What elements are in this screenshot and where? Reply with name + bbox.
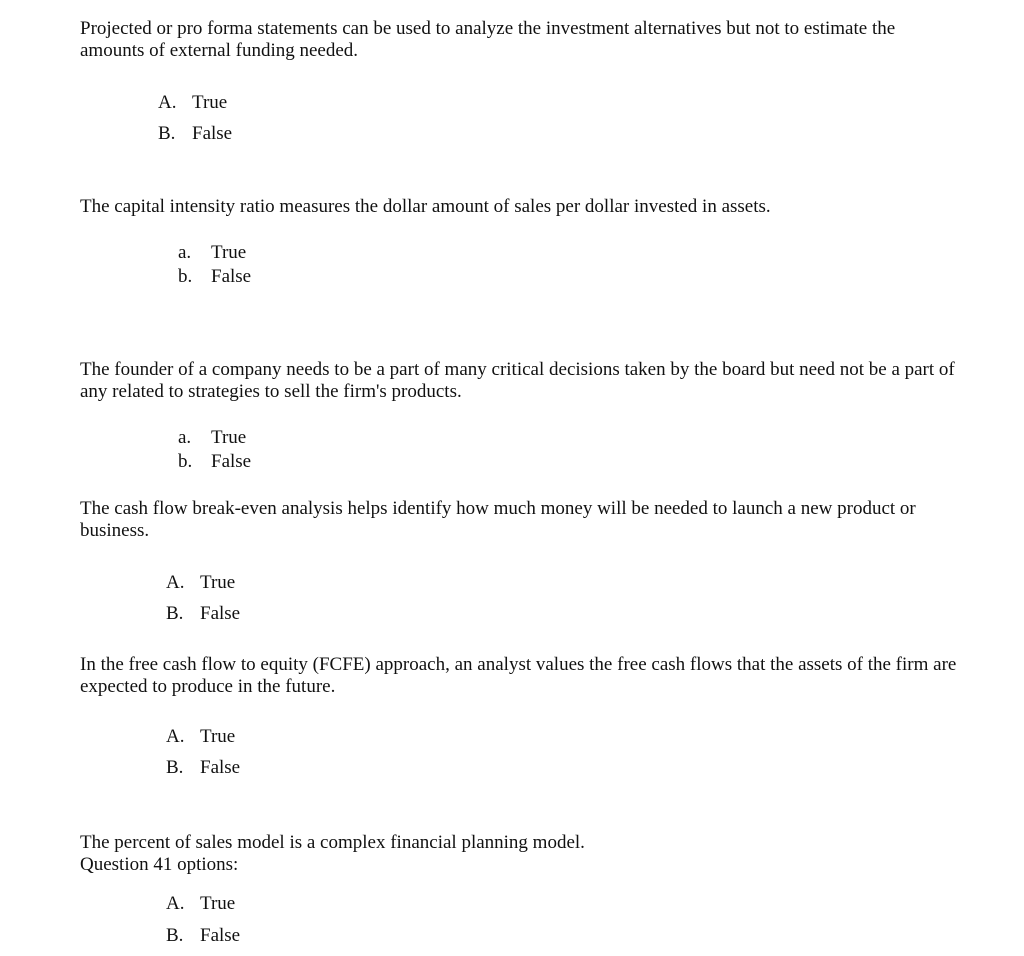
option-label: B. xyxy=(158,123,176,144)
question-5 xyxy=(80,654,960,698)
question-2 xyxy=(80,196,960,218)
option-text: True xyxy=(200,726,236,747)
option-text: False xyxy=(211,266,252,287)
question-text: The capital intensity ratio measures the dollar amount of sales per dollar invested in assets. xyxy=(80,196,771,217)
option-b[interactable] xyxy=(166,757,240,779)
option-label: A. xyxy=(166,893,185,914)
question-text: Projected or pro forma statements can be used to analyze the investment alternatives but not to estimate the amounts of external funding needed. xyxy=(80,18,896,61)
option-a[interactable] xyxy=(158,92,227,114)
question-4 xyxy=(80,498,960,542)
option-text: False xyxy=(200,603,241,624)
question-text: In the free cash flow to equity (FCFE) approach, an analyst values the free cash flows that the assets of the firm are expected to produce in the future. xyxy=(80,654,957,697)
option-label: A. xyxy=(158,92,177,113)
option-label: a. xyxy=(178,242,192,263)
option-a[interactable] xyxy=(166,726,235,748)
option-text: True xyxy=(211,427,247,448)
option-text: False xyxy=(200,925,241,946)
option-text: True xyxy=(192,92,228,113)
option-b[interactable] xyxy=(166,603,240,625)
option-label: a. xyxy=(178,427,192,448)
option-text: True xyxy=(211,242,247,263)
question-text: The founder of a company needs to be a part of many critical decisions taken by the board but need not be a part of any related to strategies to sell the firm's products. xyxy=(80,359,955,402)
option-b[interactable] xyxy=(178,266,251,288)
question-text: The cash flow break-even analysis helps identify how much money will be needed to launch a new product or business. xyxy=(80,498,916,541)
option-label: B. xyxy=(166,757,184,778)
option-label: A. xyxy=(166,572,185,593)
option-text: True xyxy=(200,572,236,593)
option-label: B. xyxy=(166,925,184,946)
option-text: True xyxy=(200,893,236,914)
option-label: A. xyxy=(166,726,185,747)
question-subtext: Question 41 options: xyxy=(80,854,239,875)
question-3 xyxy=(80,359,960,403)
option-a[interactable] xyxy=(178,427,246,449)
option-label: b. xyxy=(178,451,193,472)
option-text: False xyxy=(192,123,233,144)
option-b[interactable] xyxy=(178,451,251,473)
question-text: The percent of sales model is a complex financial planning model. xyxy=(80,832,585,853)
option-b[interactable] xyxy=(166,925,240,947)
option-label: B. xyxy=(166,603,184,624)
question-6 xyxy=(80,832,960,876)
question-1 xyxy=(80,18,960,62)
option-text: False xyxy=(200,757,241,778)
option-a[interactable] xyxy=(166,893,235,915)
option-b[interactable] xyxy=(158,123,232,145)
option-label: b. xyxy=(178,266,193,287)
option-a[interactable] xyxy=(178,242,246,264)
option-a[interactable] xyxy=(166,572,235,594)
option-text: False xyxy=(211,451,252,472)
